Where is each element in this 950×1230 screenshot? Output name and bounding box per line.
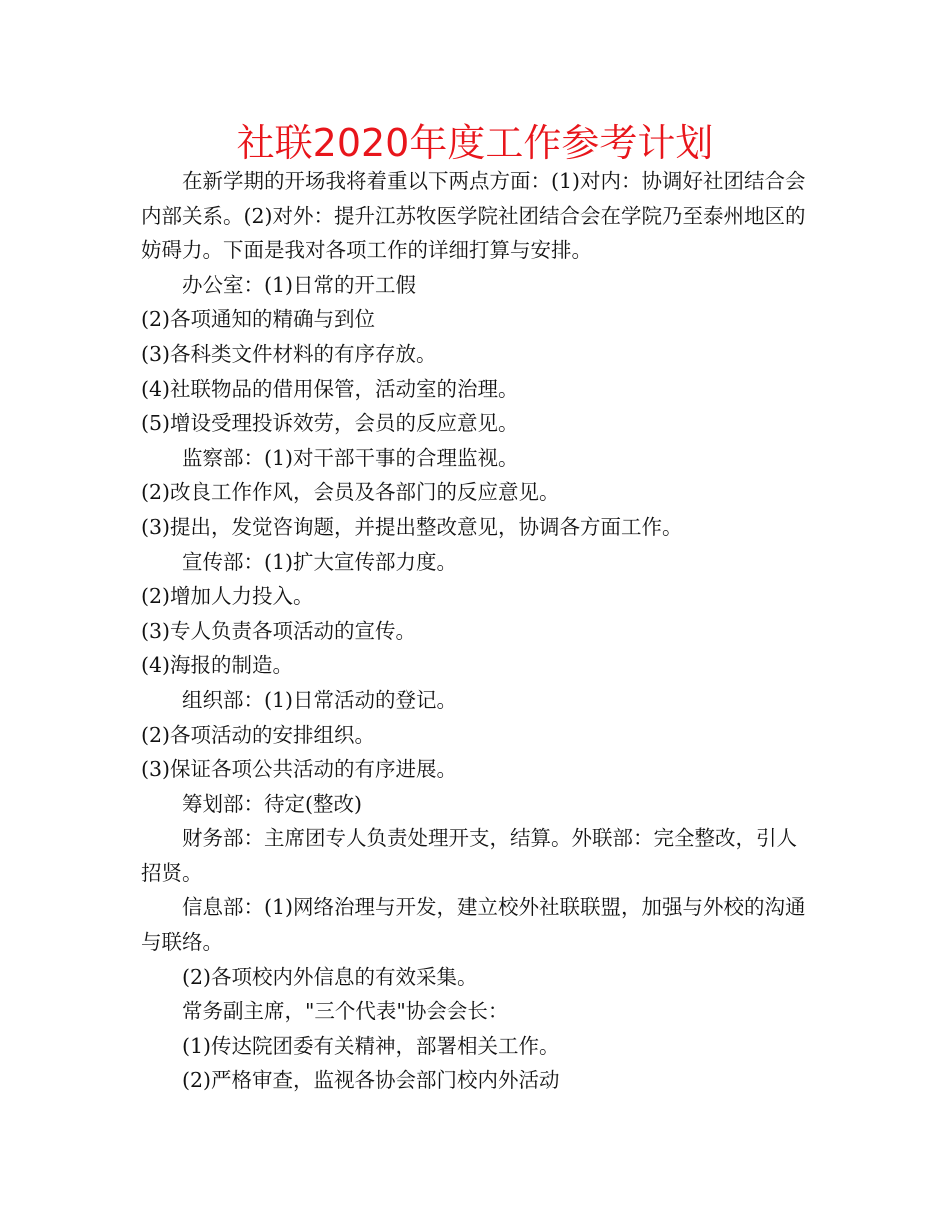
paragraph-information-2: (2)各项校内外信息的有效采集。 (182, 964, 478, 989)
paragraph-supervision-3: (3)提出，发觉咨询题，并提出整改意见，协调各方面工作。 (141, 514, 683, 539)
paragraph-publicity-4: (4)海报的制造。 (141, 653, 294, 678)
paragraph-organization-2: (2)各项活动的安排组织。 (141, 722, 376, 747)
paragraph-supervision-1: 监察部：(1)对干部干事的合理监视。 (182, 445, 519, 470)
document-title: 社联2020年度工作参考计划 (236, 121, 714, 165)
paragraph-information-1: 信息部：(1)网络治理与开发，建立校外社联联盟，加强与外校的沟通与联络。 (141, 895, 806, 955)
paragraph-publicity-3: (3)专人负责各项活动的宣传。 (141, 618, 417, 643)
document-body (141, 164, 813, 1098)
paragraph-planning: 筹划部：待定(整改) (182, 791, 362, 816)
paragraph-intro: 在新学期的开场我将着重以下两点方面：(1)对内：协调好社团结合会内部关系。(2)对外：提升江苏牧医学院社团结合会在学院乃至泰州地区的妨碍力。下面是我对各项工作的详细打算与安排。 (141, 169, 806, 263)
paragraph-finance: 财务部：主席团专人负责处理开支，结算。外联部：完全整改，引人招贤。 (141, 826, 797, 885)
paragraph-office-5: (5)增设受理投诉效劳，会员的反应意见。 (141, 411, 519, 436)
paragraph-office-3: (3)各科类文件材料的有序存放。 (141, 341, 437, 366)
paragraph-publicity-2: (2)增加人力投入。 (141, 584, 314, 609)
paragraph-supervision-2: (2)改良工作作风，会员及各部门的反应意见。 (141, 480, 560, 505)
paragraph-vice-chair-1: (1)传达院团委有关精神，部署相关工作。 (182, 1033, 560, 1058)
paragraph-vice-chair-2: (2)严格审查，监视各协会部门校内外活动 (182, 1068, 560, 1093)
paragraph-office-1: 办公室：(1)日常的开工假 (182, 272, 417, 297)
paragraph-office-4: (4)社联物品的借用保管，活动室的治理。 (141, 376, 519, 401)
paragraph-organization-3: (3)保证各项公共活动的有序进展。 (141, 757, 458, 782)
paragraph-publicity-1: 宣传部：(1)扩大宣传部力度。 (182, 549, 458, 574)
paragraph-organization-1: 组织部：(1)日常活动的登记。 (182, 687, 458, 712)
paragraph-office-2: (2)各项通知的精确与到位 (141, 307, 376, 332)
paragraph-vice-chair: 常务副主席，"三个代表"协会会长： (182, 999, 509, 1024)
